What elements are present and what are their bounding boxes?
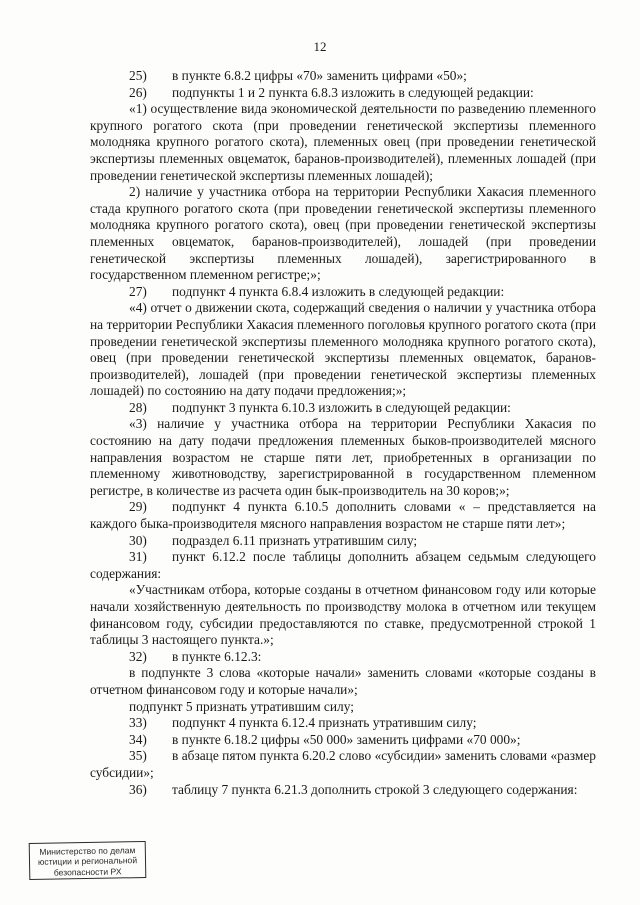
list-item-31	[90, 549, 596, 582]
list-item-35	[90, 748, 596, 781]
list-item-25	[90, 68, 596, 85]
item-number: 33)	[129, 715, 147, 731]
item-text: в абзаце пятом пункта 6.20.2 слово «субсидии» заменить словами «размер субсидии»;	[90, 748, 596, 780]
stamp-line: Министерство по делам	[39, 845, 136, 857]
paragraph-32-1: в подпункте 3 слова «которые начали» заменить словами «которые созданы в отчетном финансовом году и которые начали»;	[90, 665, 596, 697]
list-item-27	[90, 284, 596, 301]
paragraph-28-1: «3) наличие у участника отбора на территории Республики Хакасия по состоянию на дату подачи предложения племенных быков-производителей мясного направления возрастом не старше пяти лет, приобретенных в организации по племенному животноводству, зарегистрированной в государственном племенном регистре, в количестве из расчета один бык-производитель на 30 коров;»;	[90, 416, 596, 498]
item-number: 36)	[129, 781, 147, 797]
paragraph-27-1: «4) отчет о движении скота, содержащий сведения о наличии у участника отбора на территории Республики Хакасия племенного поголовья крупного рогатого скота (при проведении генетической экспертизы племенного молодняка крупного рогатого скота), овец (при проведении генетической экспертизы племенных овцематок, баранов-производителей), лошадей (при проведении генетической экспертизы племенных лошадей) по состоянию на дату подачи предложения;»;	[90, 300, 596, 399]
item-number: 29)	[129, 499, 147, 515]
page-number: 12	[313, 39, 327, 54]
registration-stamp	[29, 841, 147, 880]
item-number: 30)	[129, 532, 147, 548]
stamp-line: юстиции и региональной	[37, 855, 138, 868]
item-number: 35)	[129, 748, 147, 764]
item-number: 25)	[129, 68, 147, 83]
list-item-36	[90, 782, 596, 799]
item-text: пункт 6.12.2 после таблицы дополнить абзацем седьмым следующего содержания:	[90, 549, 596, 581]
item-number: 28)	[129, 399, 147, 415]
item-text: подпункты 1 и 2 пункта 6.8.3 изложить в следующей редакции:	[172, 84, 534, 100]
paragraph-32-2: подпункт 5 признать утратившим силу;	[129, 698, 354, 714]
list-item-32	[90, 649, 596, 666]
item-number: 27)	[129, 283, 147, 299]
item-text: подпункт 3 пункта 6.10.3 изложить в следующей редакции:	[172, 399, 511, 415]
list-item-29	[90, 499, 596, 532]
item-text: в пункте 6.8.2 цифры «70» заменить цифрами «50»;	[172, 68, 467, 83]
list-item-33	[90, 715, 596, 732]
list-item-26	[90, 85, 596, 102]
paragraph-26-2: 2) наличие у участника отбора на территории Республики Хакасия племенного стада крупного рогатого скота (при проведении генетической экспертизы племенного молодняка крупного рогатого скота), овец (при проведении генетической экспертизы племенных овцематок, баранов-производителей), лошадей (при проведении генетической экспертизы племенных лошадей), зарегистрированного в государственном племенном регистре;»;	[90, 184, 596, 283]
list-item-34	[90, 732, 596, 749]
item-text: подпункт 4 пункта 6.10.5 дополнить словами « – представляется на каждого быка-производителя мясного направления возрастом не старше пяти лет»;	[90, 499, 596, 532]
list-item-28	[90, 400, 596, 417]
item-number: 32)	[129, 648, 147, 664]
item-text: подпункт 4 пункта 6.12.4 признать утратившим силу;	[172, 715, 477, 731]
item-text: таблицу 7 пункта 6.21.3 дополнить строкой 3 следующего содержания:	[172, 781, 578, 797]
item-number: 26)	[129, 84, 147, 100]
item-text: подраздел 6.11 признать утратившим силу;	[172, 532, 418, 548]
paragraph-31-1: «Участникам отбора, которые созданы в отчетном финансовом году или которые начали хозяйственную деятельность по производству молока в отчетном или текущем финансовом году, субсидии предоставляются по ставке, предусмотренной строкой 1 таблицы 3 настоящего пункта.»;	[90, 582, 596, 648]
item-number: 31)	[129, 549, 147, 565]
item-text: подпункт 4 пункта 6.8.4 изложить в следующей редакции:	[172, 283, 505, 299]
item-number: 34)	[129, 731, 147, 747]
item-text: в пункте 6.18.2 цифры «50 000» заменить цифрами «70 000»;	[172, 731, 521, 747]
list-item-30	[90, 533, 596, 550]
item-text: в пункте 6.12.3:	[172, 648, 262, 664]
document-body	[90, 68, 596, 798]
stamp-line: безопасности РХ	[53, 866, 122, 878]
paragraph-26-1: «1) осуществление вида экономической деятельности по разведению племенного крупного рогатого скота (при проведении генетической экспертизы племенного молодняка крупного рогатого скота), племенных овец (при проведении генетической экспертизы племенных овцематок, баранов-производителей), племенных лошадей (при проведении генетической экспертизы племенных лошадей);	[90, 101, 596, 183]
